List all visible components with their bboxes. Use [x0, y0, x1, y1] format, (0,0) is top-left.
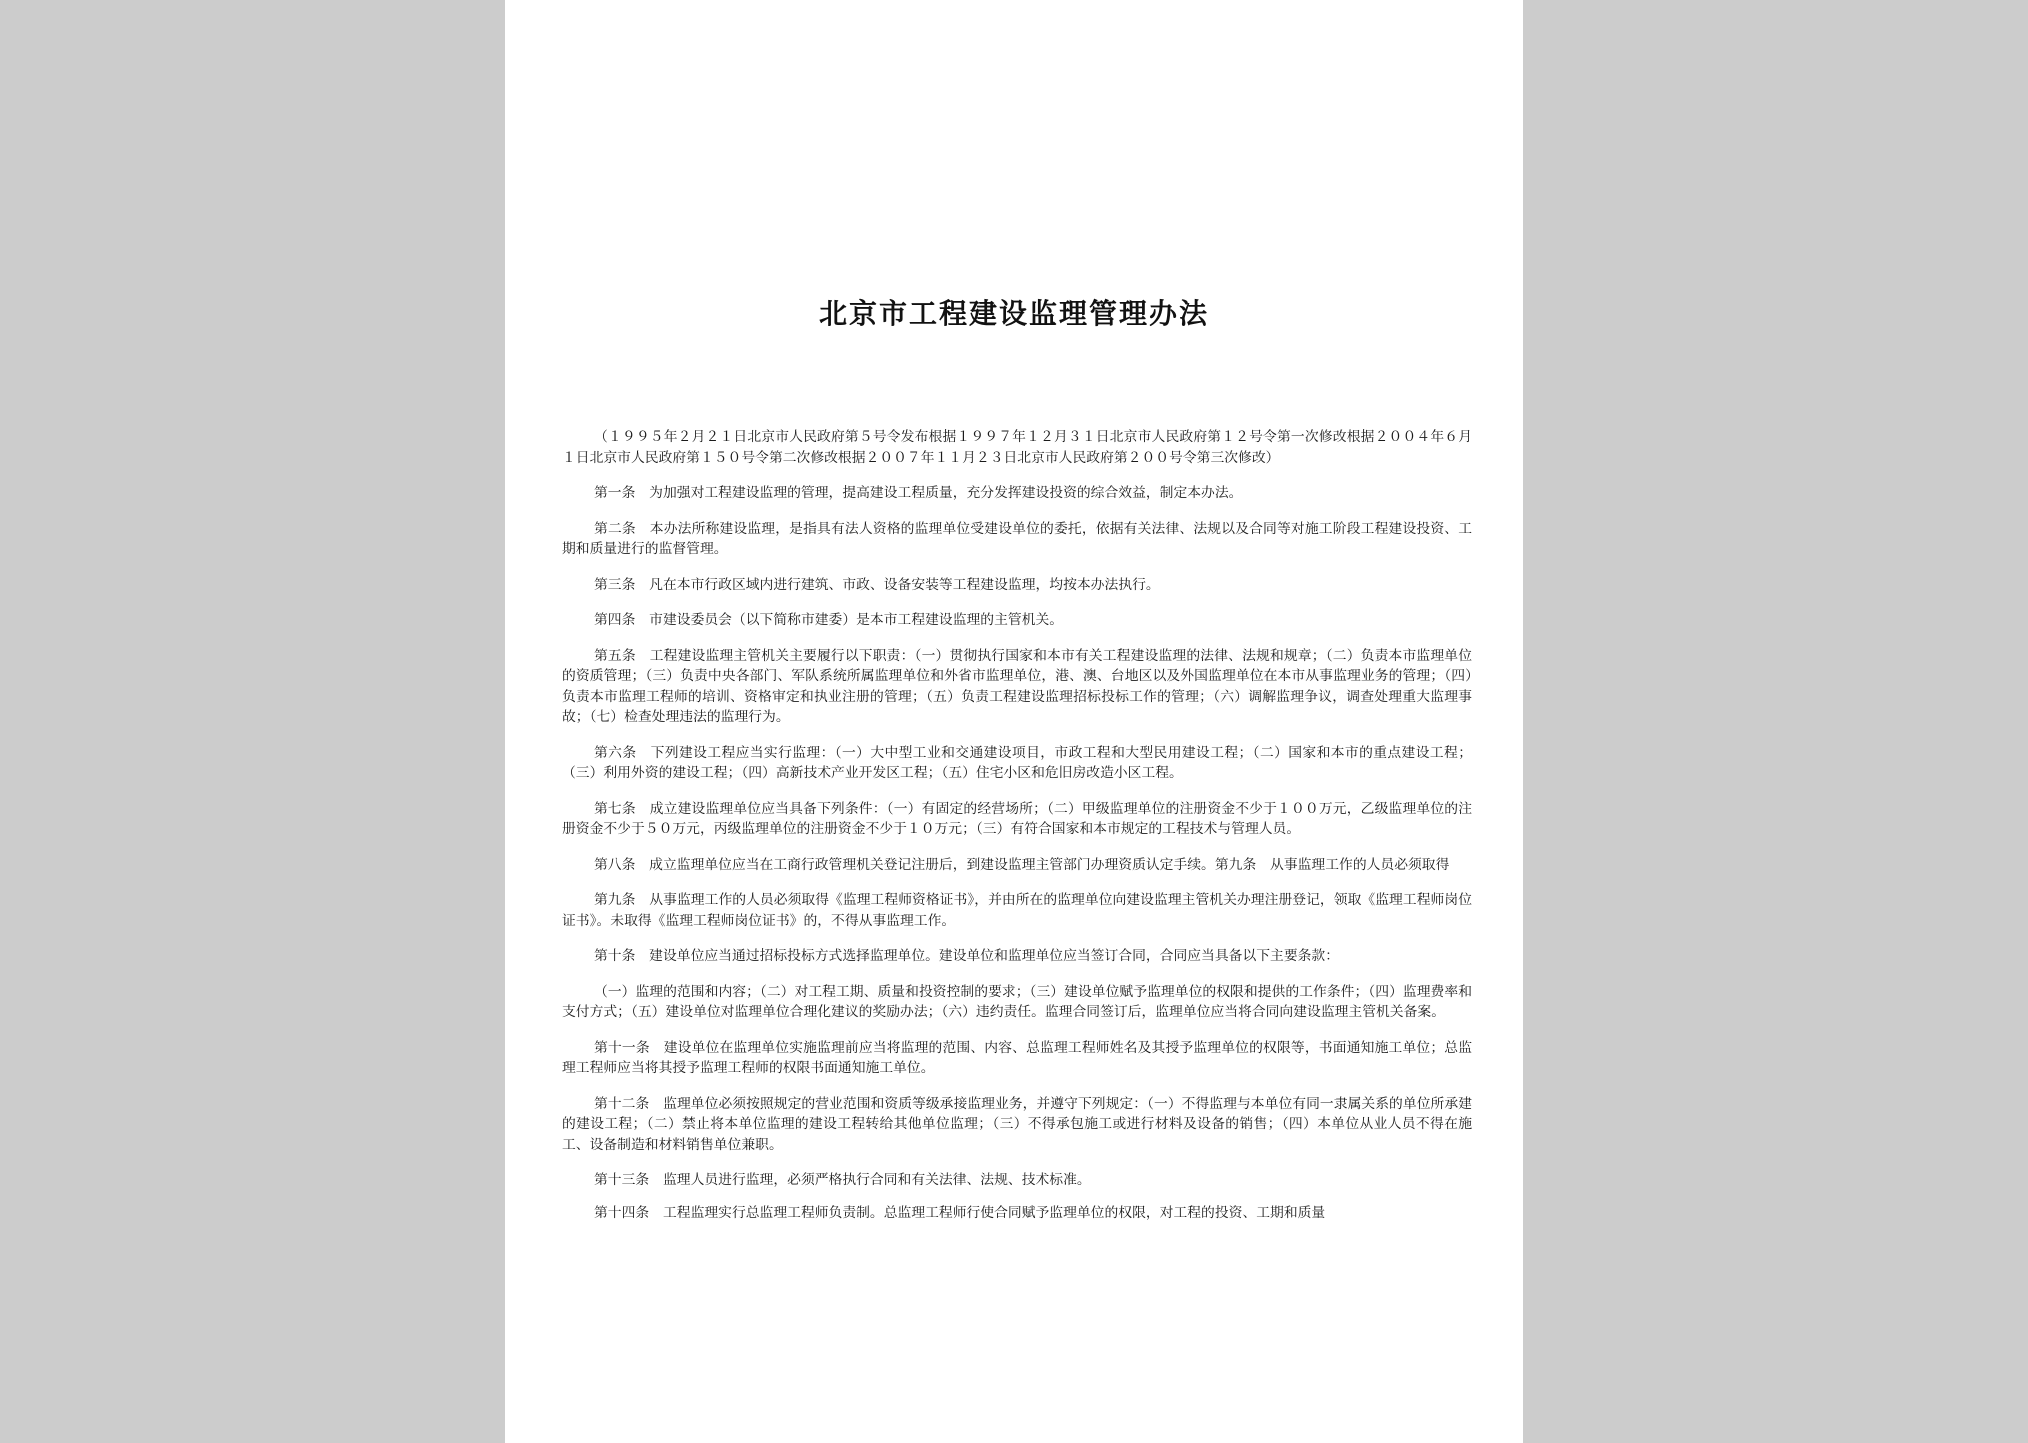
article-8: 第八条 成立监理单位应当在工商行政管理机关登记注册后，到建设监理主管部门办理资质认定手续。第九条 从事监理工作的人员必须取得: [594, 856, 1450, 873]
article-10-clauses: （一）监理的范围和内容；（二）对工程工期、质量和投资控制的要求；（三）建设单位赋予监理单位的权限和提供的工作条件；（四）监理费率和支付方式；（五）建设单位对监理单位合理化建议的奖励办法；（六）违约责任。监理合同签订后，监理单位应当将合同向建设监理主管机关备案。: [562, 983, 1472, 1020]
article-1: 第一条 为加强对工程建设监理的管理，提高建设工程质量，充分发挥建设投资的综合效益，制定本办法。: [594, 485, 1243, 501]
article-3: 第三条 凡在本市行政区域内进行建筑、市政、设备安装等工程建设监理，均按本办法执行。: [594, 576, 1160, 593]
article-7: 第七条 成立建设监理单位应当具备下列条件：（一）有固定的经营场所；（二）甲级监理单位的注册资金不少于１００万元，乙级监理单位的注册资金不少于５０万元，丙级监理单位的注册资金不少于１０万元；（三）有符合国家和本市规定的工程技术与管理人员。: [562, 800, 1472, 837]
article-6: 第六条 下列建设工程应当实行监理：（一）大中型工业和交通建设项目，市政工程和大型民用建设工程；（二）国家和本市的重点建设工程；（三）利用外资的建设工程；（四）高新技术产业开发区工程；（五）住宅小区和危旧房改造小区工程。: [562, 744, 1472, 781]
preamble-paragraph: （１９９５年２月２１日北京市人民政府第５号令发布根据１９９７年１２月３１日北京市人民政府第１２号令第一次修改根据２００４年６月１日北京市人民政府第１５０号令第二次修改根据２００７年１１月２３日北京市人民政府第２００号令第三次修改）: [562, 429, 1472, 466]
document-body: [562, 427, 1472, 1235]
article-2: 第二条 本办法所称建设监理，是指具有法人资格的监理单位受建设单位的委托，依据有关法律、法规以及合同等对施工阶段工程建设投资、工期和质量进行的监督管理。: [562, 520, 1472, 557]
article-11: 第十一条 建设单位在监理单位实施监理前应当将监理的范围、内容、总监理工程师姓名及其授予监理单位的权限等，书面通知施工单位；总监理工程师应当将其授予监理工程师的权限书面通知施工单位。: [562, 1039, 1472, 1076]
article-10: 第十条 建设单位应当通过招标投标方式选择监理单位。建设单位和监理单位应当签订合同，合同应当具备以下主要条款：: [594, 948, 1340, 964]
article-12: 第十二条 监理单位必须按照规定的营业范围和资质等级承接监理业务，并遵守下列规定：（一）不得监理与本单位有同一隶属关系的单位所承建的建设工程；（二）禁止将本单位监理的建设工程转给其他单位监理；（三）不得承包施工或进行材料及设备的销售；（四）本单位从业人员不得在施工、设备制造和材料销售单位兼职。: [562, 1095, 1472, 1153]
article-13: 第十三条 监理人员进行监理，必须严格执行合同和有关法律、法规、技术标准。: [594, 1172, 1091, 1188]
document-title: 北京市工程建设监理管理办法: [818, 297, 1209, 330]
article-9: 第九条 从事监理工作的人员必须取得《监理工程师资格证书》，并由所在的监理单位向建设监理主管机关办理注册登记，领取《监理工程师岗位证书》。未取得《监理工程师岗位证书》的，不得从事监理工作。: [562, 892, 1472, 929]
article-4: 第四条 市建设委员会（以下简称市建委）是本市工程建设监理的主管机关。: [594, 612, 1064, 628]
article-14: 第十四条 工程监理实行总监理工程师负责制。总监理工程师行使合同赋予监理单位的权限，对工程的投资、工期和质量: [594, 1204, 1326, 1221]
article-5: 第五条 工程建设监理主管机关主要履行以下职责：（一）贯彻执行国家和本市有关工程建设监理的法律、法规和规章；（二）负责本市监理单位的资质管理；（三）负责中央各部门、军队系统所属监理单位和外省市监理单位，港、澳、台地区以及外国监理单位在本市从事监理业务的管理；（四）负责本市监理工程师的培训、资格审定和执业注册的管理；（五）负责工程建设监理招标投标工作的管理；（六）调解监理争议，调查处理重大监理事故；（七）检查处理违法的监理行为。: [562, 647, 1472, 725]
document-page: [505, 0, 1523, 1443]
